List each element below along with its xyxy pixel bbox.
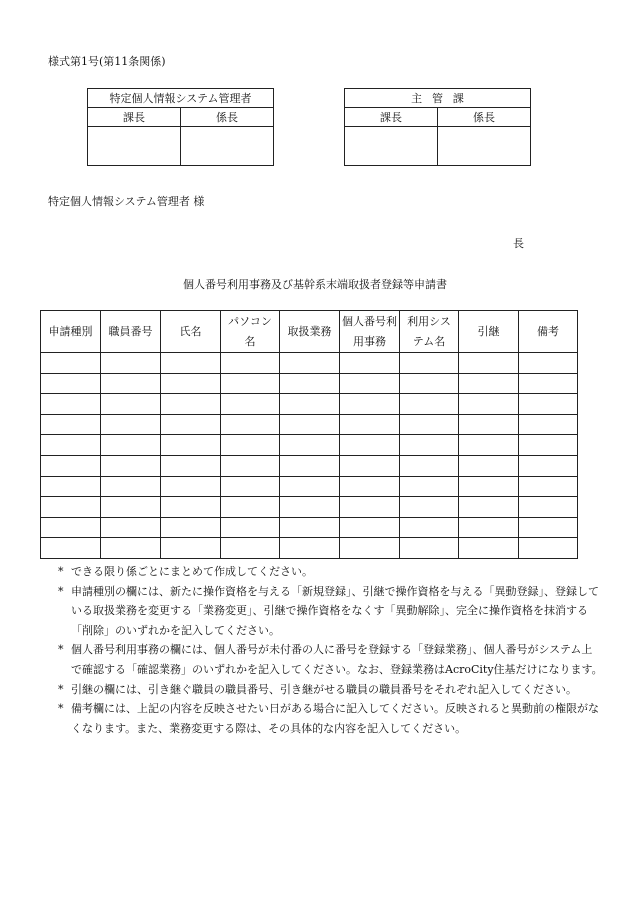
table-cell[interactable] [221,353,280,374]
table-cell[interactable] [459,373,519,394]
table-cell[interactable] [221,538,280,559]
header-handover: 引継 [459,311,519,353]
table-cell[interactable] [280,394,340,415]
approval-box-title: 特定個人情報システム管理者 [88,89,274,108]
table-cell[interactable] [41,373,101,394]
table-cell[interactable] [221,394,280,415]
approval-seal-cell [345,127,438,166]
table-cell[interactable] [280,476,340,497]
table-cell[interactable] [400,476,459,497]
note-item [58,699,603,738]
header-handled-work: 取扱業務 [280,311,340,353]
header-name: 氏名 [161,311,221,353]
approval-seal-cell [88,127,181,166]
table-cell[interactable] [161,538,221,559]
header-system-name: 利用システム名 [400,311,459,353]
note-text: 個人番号利用事務の欄には、個人番号が未付番の人に番号を登録する「登録業務」、個人番号がシステム上で確認する「確認業務」のいずれかを記入してください。なお、登録業務はAcroCity住基だけになります。 [71,643,603,676]
table-cell[interactable] [400,435,459,456]
approval-col-section-chief: 課長 [88,108,181,127]
note-item [58,582,603,641]
table-cell[interactable] [340,394,400,415]
table-cell[interactable] [101,414,161,435]
table-cell[interactable] [400,455,459,476]
table-cell[interactable] [41,517,101,538]
table-cell[interactable] [41,394,101,415]
form-number: 様式第1号(第11条関係) [48,55,166,68]
table-cell[interactable] [340,373,400,394]
table-cell[interactable] [221,435,280,456]
table-cell[interactable] [459,455,519,476]
table-cell[interactable] [340,455,400,476]
table-cell[interactable] [519,394,578,415]
table-cell[interactable] [400,497,459,518]
table-cell[interactable] [101,353,161,374]
table-cell[interactable] [161,517,221,538]
table-body [41,353,578,559]
notes-section [58,562,603,738]
table-cell[interactable] [519,455,578,476]
approval-seal-cell [181,127,274,166]
header-my-number-work: 個人番号利用事務 [340,311,400,353]
table-row [41,517,578,538]
table-cell[interactable] [221,414,280,435]
table-cell[interactable] [400,517,459,538]
table-cell[interactable] [41,414,101,435]
header-pc-name: パソコン名 [221,311,280,353]
table-cell[interactable] [519,435,578,456]
approval-col-subsection-chief: 係長 [181,108,274,127]
header-remarks: 備考 [519,311,578,353]
table-cell[interactable] [161,497,221,518]
table-cell[interactable] [280,414,340,435]
table-cell[interactable] [519,414,578,435]
approval-box-responsible-section [344,88,531,166]
table-cell[interactable] [101,538,161,559]
table-cell[interactable] [459,476,519,497]
table-cell[interactable] [400,414,459,435]
table-cell[interactable] [519,353,578,374]
table-cell[interactable] [41,538,101,559]
table-header-row [41,311,578,353]
table-cell[interactable] [340,414,400,435]
table-cell[interactable] [459,435,519,456]
table-cell[interactable] [221,373,280,394]
table-cell[interactable] [459,538,519,559]
table-cell[interactable] [459,497,519,518]
header-staff-number: 職員番号 [101,311,161,353]
table-cell[interactable] [41,497,101,518]
table-cell[interactable] [400,394,459,415]
sender-suffix: 長 [513,237,524,250]
table-cell[interactable] [459,414,519,435]
table-cell[interactable] [101,455,161,476]
table-cell[interactable] [41,435,101,456]
header-application-type: 申請種別 [41,311,101,353]
note-text: 申請種別の欄には、新たに操作資格を与える「新規登録」、引継で操作資格を与える「異動登録」、登録している取扱業務を変更する「業務変更」、引継で操作資格をなくす「異動解除」、完全に操作資格を抹消する「削除」のいずれかを記入してください。 [71,584,599,637]
table-cell[interactable] [280,538,340,559]
approval-seal-cell [438,127,531,166]
table-cell[interactable] [101,394,161,415]
table-row [41,394,578,415]
table-cell[interactable] [101,497,161,518]
table-cell[interactable] [161,394,221,415]
table-cell[interactable] [161,414,221,435]
table-cell[interactable] [161,476,221,497]
table-cell[interactable] [221,455,280,476]
approval-box-title: 主管課 [345,89,531,108]
table-cell[interactable] [400,373,459,394]
table-cell[interactable] [340,497,400,518]
note-item [58,680,603,700]
table-row [41,497,578,518]
table-cell[interactable] [340,353,400,374]
table-row [41,476,578,497]
note-marker: * [58,682,64,696]
addressee: 特定個人情報システム管理者 様 [48,195,205,208]
table-cell[interactable] [400,353,459,374]
table-cell[interactable] [221,517,280,538]
table-cell[interactable] [221,476,280,497]
table-cell[interactable] [459,353,519,374]
table-cell[interactable] [101,373,161,394]
approval-col-section-chief: 課長 [345,108,438,127]
table-row [41,414,578,435]
note-item [58,562,603,582]
table-cell[interactable] [519,497,578,518]
table-cell[interactable] [221,497,280,518]
approval-col-subsection-chief: 係長 [438,108,531,127]
table-row [41,435,578,456]
table-cell[interactable] [41,476,101,497]
table-cell[interactable] [280,353,340,374]
table-cell[interactable] [161,353,221,374]
table-cell[interactable] [280,373,340,394]
table-cell[interactable] [459,394,519,415]
table-cell[interactable] [340,476,400,497]
table-cell[interactable] [280,517,340,538]
table-cell[interactable] [400,538,459,559]
table-row [41,455,578,476]
note-marker: * [58,702,64,716]
note-text: できる限り係ごとにまとめて作成してください。 [71,565,313,578]
note-text: 備考欄には、上記の内容を反映させたい日がある場合に記入してください。反映されると異動前の権限がなくなります。また、業務変更する際は、その具体的な内容を記入してください。 [71,702,599,735]
table-cell[interactable] [41,353,101,374]
table-cell[interactable] [519,538,578,559]
table-cell[interactable] [280,435,340,456]
table-cell[interactable] [101,476,161,497]
table-cell[interactable] [280,497,340,518]
table-cell[interactable] [101,435,161,456]
table-cell[interactable] [280,455,340,476]
approval-box-system-manager [87,88,274,166]
table-row [41,373,578,394]
table-cell[interactable] [161,455,221,476]
table-cell[interactable] [101,517,161,538]
table-cell[interactable] [519,476,578,497]
note-marker: * [58,584,64,598]
document-title: 個人番号利用事務及び基幹系末端取扱者登録等申請書 [183,278,447,291]
table-row [41,353,578,374]
table-cell[interactable] [519,373,578,394]
note-text: 引継の欄には、引き継ぐ職員の職員番号、引き継がせる職員の職員番号をそれぞれ記入してください。 [71,682,577,696]
note-item [58,640,603,679]
table-cell[interactable] [519,517,578,538]
registration-table [40,310,578,559]
table-cell[interactable] [161,435,221,456]
table-cell[interactable] [340,435,400,456]
table-cell[interactable] [340,517,400,538]
table-cell[interactable] [340,538,400,559]
note-marker: * [58,565,64,578]
table-cell[interactable] [459,517,519,538]
table-cell[interactable] [161,373,221,394]
table-row [41,538,578,559]
table-cell[interactable] [41,455,101,476]
note-marker: * [58,643,64,657]
